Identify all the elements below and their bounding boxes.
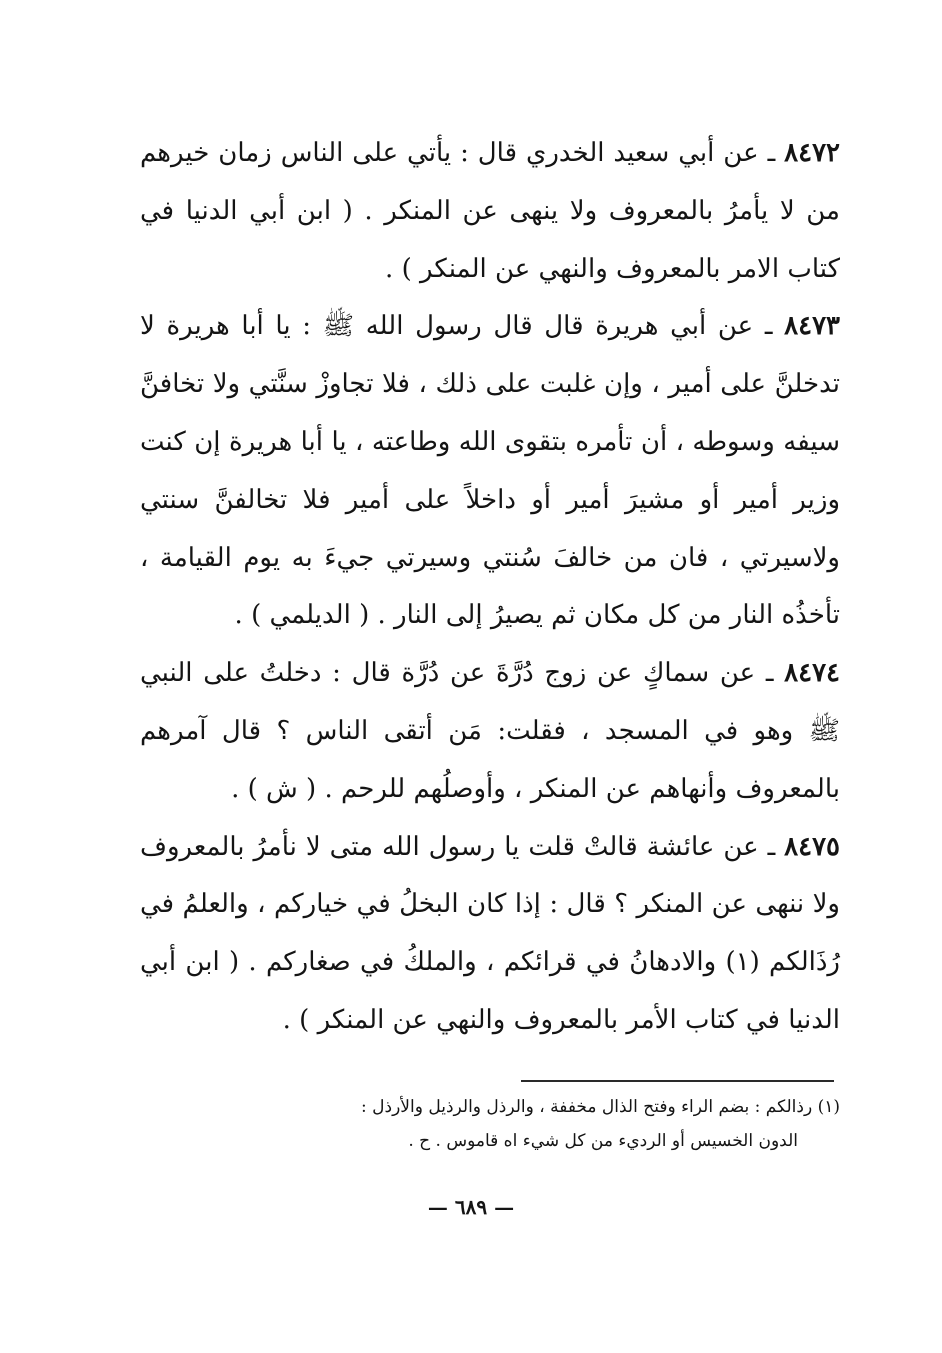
page-number: — ٦٨٩ —	[427, 1195, 515, 1219]
hadith-entry	[140, 298, 840, 645]
hadith-list	[140, 125, 840, 1050]
hadith-dash: ـ	[765, 658, 774, 689]
hadith-dash: ـ	[764, 311, 773, 342]
hadith-entry	[140, 819, 840, 1050]
hadith-number: ٨٤٧٣	[784, 311, 840, 342]
hadith-number: ٨٤٧٤	[784, 658, 840, 689]
hadith-text: عن سماكٍ عن زوج دُرَّةَ عن دُرَّة قال : دخلتُ على النبي ﷺ وهو في المسجد ، فقلت: مَن أتقى الناس ؟ قال آمرهم بالمعروف وأنهاهم عن المنكر ، وأوصلُهم للرحم . ( ش ) .	[140, 658, 840, 804]
hadith-entry	[140, 125, 840, 298]
footnote	[140, 1090, 840, 1158]
hadith-number: ٨٤٧٥	[784, 831, 841, 862]
hadith-dash: ـ	[767, 831, 776, 862]
hadith-text: عن أبي سعيد الخدري قال : يأتي على الناس زمان خيرهم من لا يأمرُ بالمعروف ولا ينهى عن المنكر . ( ابن أبي الدنيا في كتاب الامر بالمعروف والنهي عن المنكر ) .	[140, 138, 840, 284]
hadith-number: ٨٤٧٢	[784, 138, 841, 168]
hadith-text: عن عائشة قالتْ قلت يا رسول الله متى لا نأمرُ بالمعروف ولا ننهى عن المنكر ؟ قال : إذا كان البخلُ في خياركم ، والعلمُ في رُذَالكم (١) والادهانُ في قرائكم ، والملكُ في صغاركم . ( ابن أبي الدنيا في كتاب الأمر بالمعروف والنهي عن المنكر ) .	[140, 831, 840, 1035]
footnote-line: الدون الخسيس أو الرديء من كل شيء اه قاموس . ح .	[408, 1131, 798, 1151]
footnote-line: (١) رذالكم : بضم الراء وفتح الذال مخففة ، والرذل والرذيل والأرذل :	[361, 1097, 840, 1117]
hadith-text: عن أبي هريرة قال قال رسول الله ﷺ : يا أبا هريرة لا تدخلنَّ على أمير ، وإن غلبت على ذلك ، فلا تجاوزْ سنَّتي ولا تخافنَّ سيفه وسوطه ، أن تأمره بتقوى الله وطاعته ، يا أبا هريرة إن كنت وزير أمير أو مشيرَ أمير أو داخلاً على أمير فلا تخالفنَّ سنتي ولاسيرتي ، فان من خالفَ سُنتي وسيرتي جيءَ به يوم القيامة ، تأخذُه النار من كل مكان ثم يصيرُ إلى النار . ( الديلمي ) .	[140, 311, 840, 631]
footnote-divider	[521, 1080, 834, 1082]
hadith-dash: ـ	[767, 138, 776, 168]
hadith-entry	[140, 645, 840, 818]
